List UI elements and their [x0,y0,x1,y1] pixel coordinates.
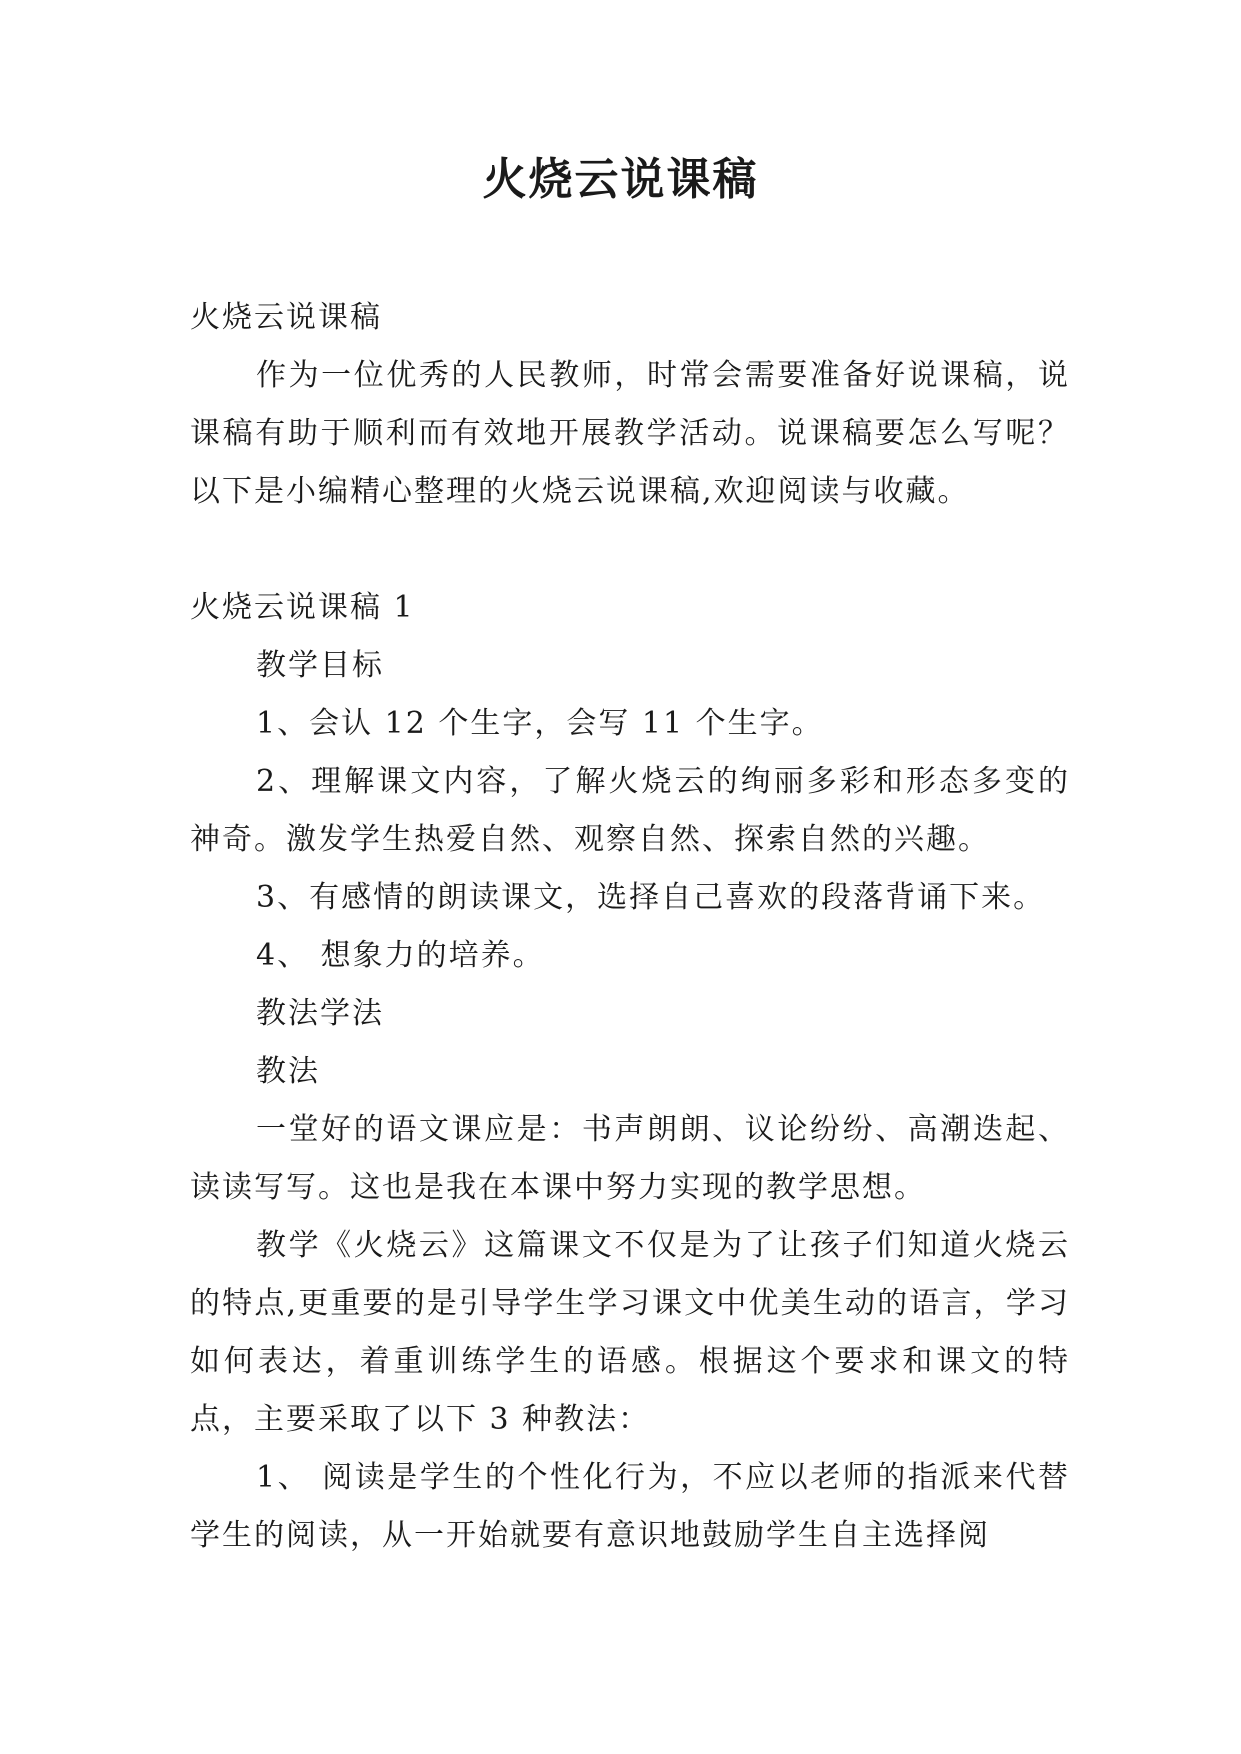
document-title: 火烧云说课稿 [482,154,759,205]
goal-item-3: 3、有感情的朗读课文，选择自己喜欢的段落背诵下来。 [256,880,1046,915]
intro-heading: 火烧云说课稿 [190,300,382,335]
document-body [190,289,1070,1565]
body-paragraph: 一堂好的语文课应是：书声朗朗、议论纷纷、高潮迭起、读读写写。这也是我在本课中努力实现的教学思想。 [190,1112,1070,1205]
goal-item-2: 2、理解课文内容，了解火烧云的绚丽多彩和形态多变的神奇。激发学生热爱自然、观察自然、探索自然的兴趣。 [190,764,1070,857]
subheading-teaching-method: 教法 [256,1054,320,1089]
body-paragraph: 教学《火烧云》这篇课文不仅是为了让孩子们知道火烧云的特点,更重要的是引导学生学习课文中优美生动的语言，学习如何表达，着重训练学生的语感。根据这个要求和课文的特点，主要采取了以下 3 种教法： [190,1228,1070,1437]
goal-item-1: 1、会认 12 个生字，会写 11 个生字。 [256,706,824,741]
subheading-teaching-goals: 教学目标 [256,648,384,683]
section-heading: 火烧云说课稿 1 [190,590,415,625]
intro-paragraph: 作为一位优秀的人民教师，时常会需要准备好说课稿，说课稿有助于顺利而有效地开展教学活动。说课稿要怎么写呢？以下是小编精心整理的火烧云说课稿,欢迎阅读与收藏。 [190,358,1070,509]
subheading-methods: 教法学法 [256,996,384,1031]
goal-item-4: 4、 想象力的培养。 [256,938,545,973]
method-item-1: 1、 阅读是学生的个性化行为，不应以老师的指派来代替学生的阅读，从一开始就要有意识地鼓励学生自主选择阅 [190,1460,1070,1553]
